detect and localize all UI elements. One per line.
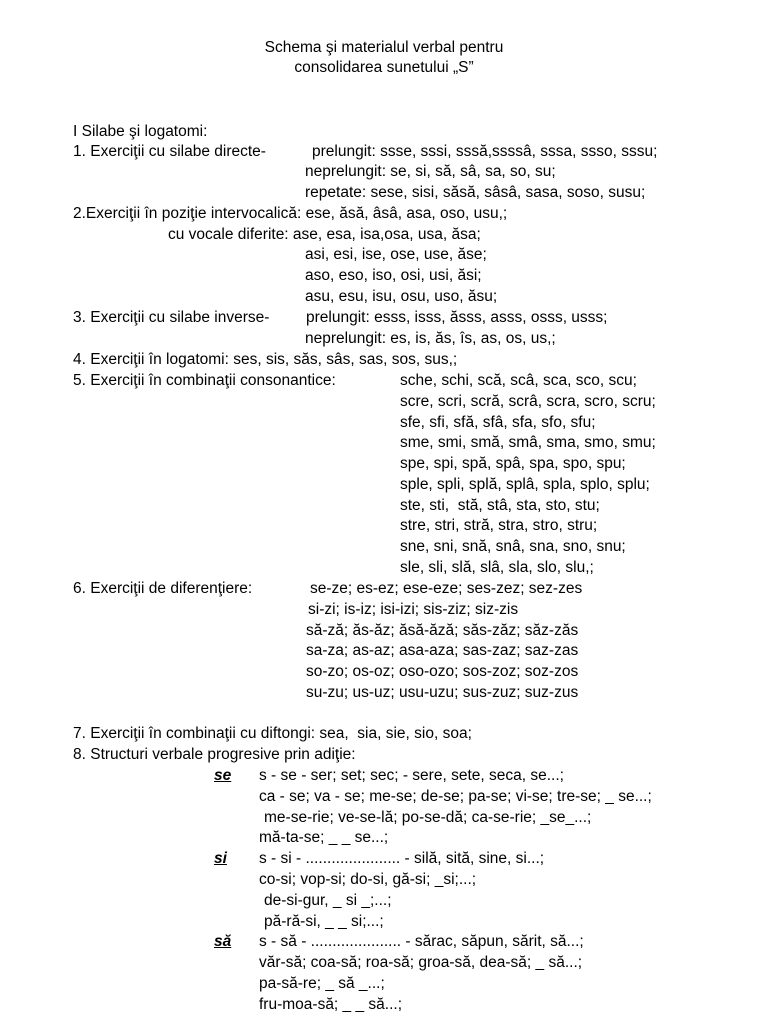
se-line: ca - se; va - se; me-se; de-se; pa-se; vi-se; tre-se; _ se...; [259, 788, 652, 805]
ex5-line: spe, spi, spă, spâ, spa, spo, spu; [400, 455, 626, 472]
ex8-label: 8. Structuri verbale progresive prin adiţie: [73, 746, 356, 763]
ex6-line: si-zi; is-iz; isi-izi; sis-ziz; siz-zis [308, 601, 519, 618]
ex5-line: sple, spli, splă, splâ, spla, splo, splu; [400, 476, 650, 493]
ex5-line: stre, stri, stră, stra, stro, stru; [400, 517, 598, 534]
si-line: s - si - ...................... - silă, sită, sine, si...; [259, 850, 545, 867]
ex2-label: 2.Exerciţii în poziţie intervocalică: ese, ăsă, âsâ, asa, oso, usu,; [73, 205, 508, 222]
ex6-line: să-ză; ăs-ăz; ăsă-ăză; săs-zăz; săz-zăs [306, 622, 579, 639]
ex5-line: scre, scri, scră, scrâ, scra, scro, scru; [400, 393, 656, 410]
ex3-label: 3. Exerciţii cu silabe inverse- [73, 309, 270, 326]
sa-line: pa-să-re; _ să _...; [259, 975, 385, 992]
document-title-line-2: consolidarea sunetului „S” [294, 59, 474, 76]
ex6-line: so-zo; os-oz; oso-ozo; sos-zoz; soz-zos [306, 663, 579, 680]
ex1-label: 1. Exerciţii cu silabe directe- [73, 143, 266, 160]
ex1-line-3: repetate: sese, sisi, săsă, sâsâ, sasa, soso, susu; [305, 184, 646, 201]
ex5-label: 5. Exerciţii în combinaţii consonantice: [73, 372, 336, 389]
ex6-label: 6. Exerciţii de diferenţiere: [73, 580, 253, 597]
ex5-line: sfe, sfi, sfă, sfâ, sfa, sfo, sfu; [400, 414, 596, 431]
sa-line: s - să - ..................... - sărac, săpun, sărit, să...; [259, 933, 584, 950]
ex6-line: su-zu; us-uz; usu-uzu; sus-zuz; suz-zus [306, 684, 579, 701]
syllable-key-si: si [214, 850, 227, 867]
si-line: de-si-gur, _ si _;...; [264, 892, 392, 909]
sa-line: văr-să; coa-să; roa-să; groa-să, dea-să; _ să...; [259, 954, 583, 971]
ex6-line: se-ze; es-ez; ese-eze; ses-zez; sez-zes [310, 580, 583, 597]
ex7-label: 7. Exerciţii în combinaţii cu diftongi: sea, sia, sie, sio, soa; [73, 725, 472, 742]
se-line: me-se-rie; ve-se-lă; po-se-dă; ca-se-rie; _se_...; [264, 809, 592, 826]
si-line: co-si; vop-si; do-si, gă-si; _si;...; [259, 871, 477, 888]
ex1-line-1: prelungit: ssse, sssi, sssă,ssssâ, sssa, ssso, sssu; [312, 143, 658, 160]
ex5-line: sle, sli, slă, slâ, sla, slo, slu,; [400, 559, 594, 576]
ex2-line-2: aso, eso, iso, osi, usi, ăsi; [305, 267, 482, 284]
syllable-key-se: se [214, 767, 232, 784]
se-line: mă-ta-se; _ _ se...; [259, 829, 389, 846]
ex3-line-1: prelungit: esss, isss, ăsss, asss, osss, usss; [306, 309, 608, 326]
ex6-line: sa-za; as-az; asa-aza; sas-zaz; saz-zas [306, 642, 579, 659]
ex5-line: ste, sti, stă, stâ, sta, sto, stu; [400, 497, 600, 514]
ex5-line: sche, schi, scă, scâ, sca, sco, scu; [400, 372, 637, 389]
ex5-line: sme, smi, smă, smâ, sma, smo, smu; [400, 434, 656, 451]
document-title-line-1: Schema şi materialul verbal pentru [264, 39, 504, 56]
ex5-line: sne, sni, snă, snâ, sna, sno, snu; [400, 538, 626, 555]
si-line: pă-ră-si, _ _ si;...; [264, 913, 384, 930]
section-heading: I Silabe şi logatomi: [73, 123, 208, 140]
se-line: s - se - ser; set; sec; - sere, sete, seca, se...; [259, 767, 564, 784]
ex2-line-3: asu, esu, isu, osu, uso, ăsu; [305, 288, 498, 305]
ex1-line-2: neprelungit: se, si, să, sâ, sa, so, su; [305, 163, 556, 180]
ex2-sub: cu vocale diferite: ase, esa, isa,osa, usa, ăsa; [168, 226, 481, 243]
ex3-line-2: neprelungit: es, is, ăs, îs, as, os, us,; [305, 330, 556, 347]
syllable-key-sa: să [214, 933, 232, 950]
sa-line: fru-moa-să; _ _ să...; [259, 996, 402, 1013]
ex4-label: 4. Exerciţii în logatomi: ses, sis, săs, sâs, sas, sos, sus,; [73, 351, 458, 368]
ex2-line-1: asi, esi, ise, ose, use, ăse; [305, 246, 487, 263]
